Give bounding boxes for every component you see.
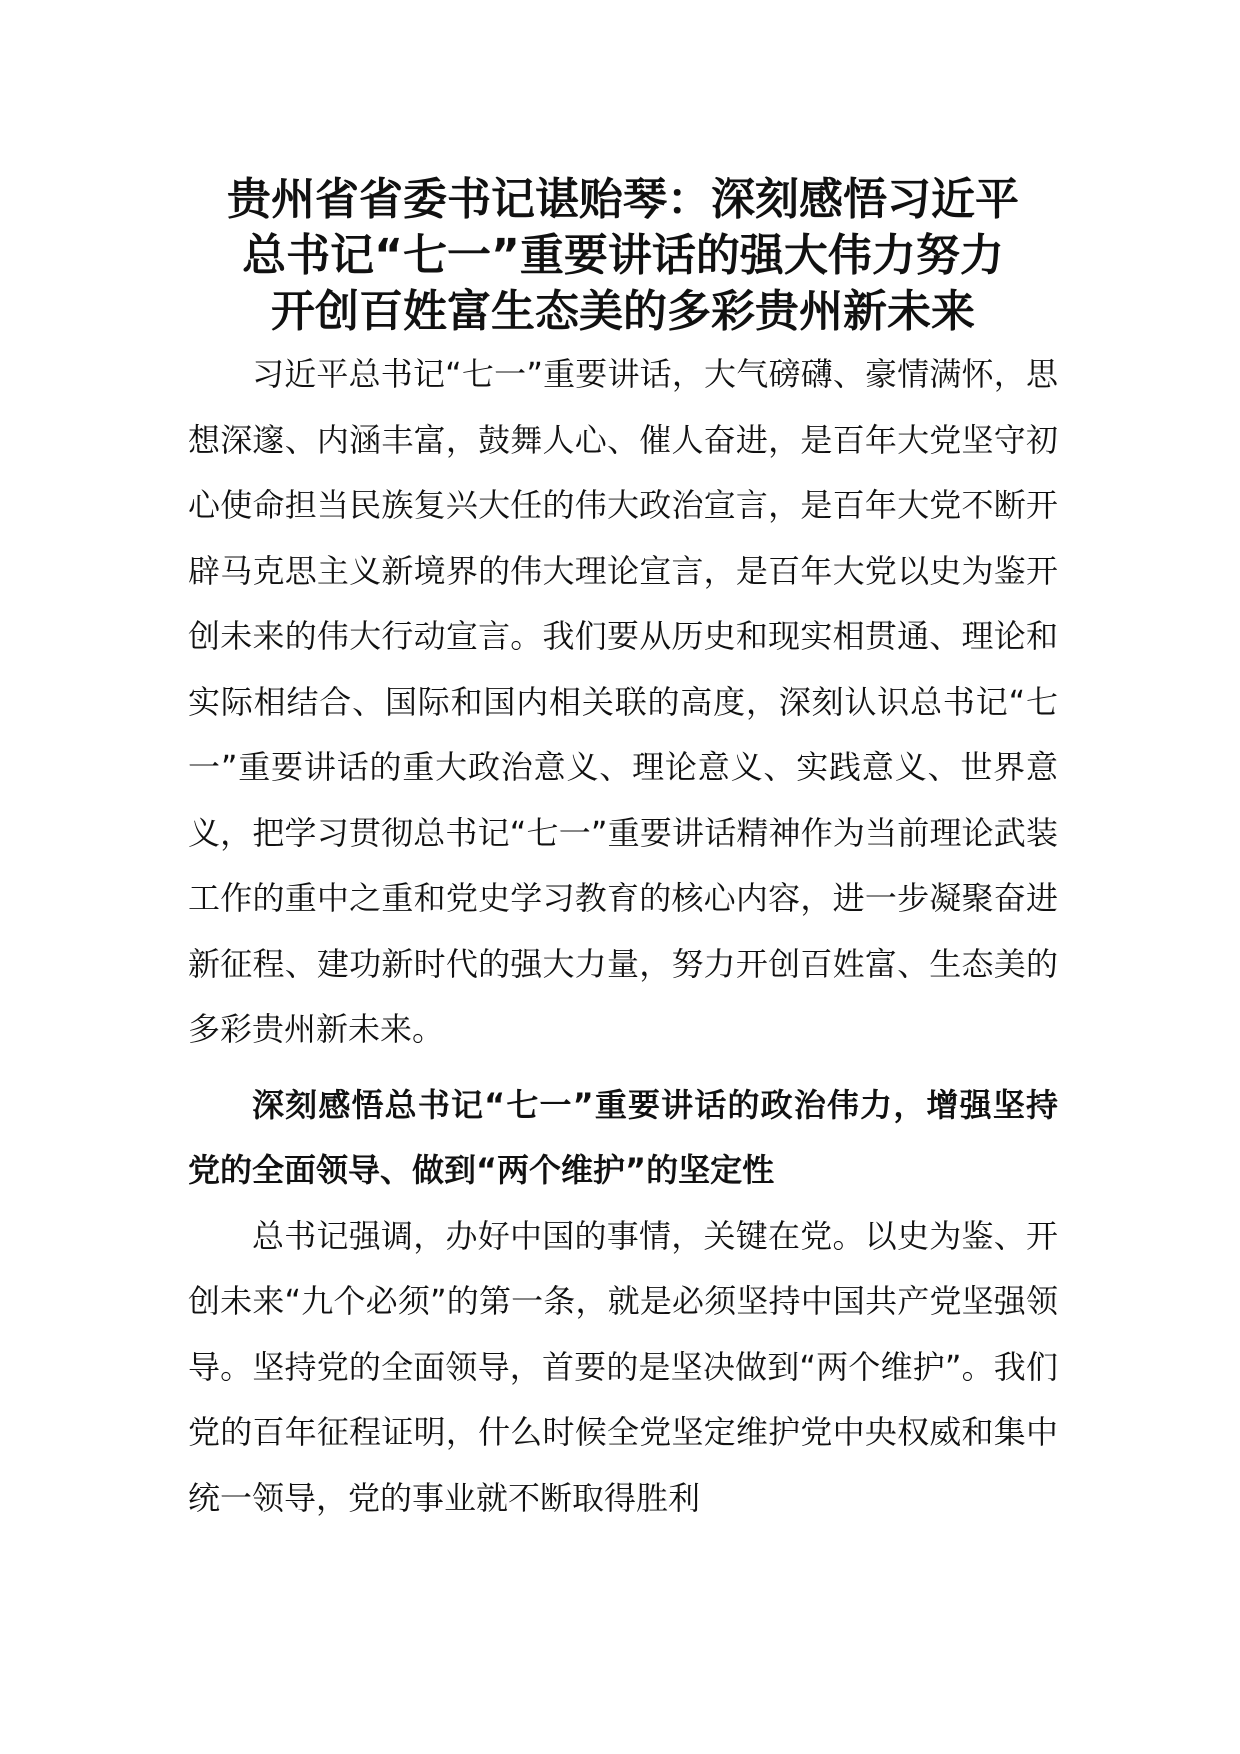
body-paragraph-1: 习近平总书记“七一”重要讲话，大气磅礴、豪情满怀，思想深邃、内涵丰富，鼓舞人心、催人奋进，是百年大党坚守初心使命担当民族复兴大任的伟大政治宣言，是百年大党不断开辟马克思主义新境界的伟大理论宣言，是百年大党以史为鉴开创未来的伟大行动宣言。我们要从历史和现实相贯通、理论和实际相结合、国际和国内相关联的高度，深刻认识总书记“七一”重要讲话的重大政治意义、理论意义、实践意义、世界意义，把学习贯彻总书记“七一”重要讲话精神作为当前理论武装工作的重中之重和党史学习教育的核心内容，进一步凝聚奋进新征程、建功新时代的强大力量，努力开创百姓富、生态美的多彩贵州新未来。 (188, 355, 1058, 1048)
title-line-2: 总书记“七一”重要讲话的强大伟力努力 (242, 230, 1004, 281)
section-heading-1: 深刻感悟总书记“七一”重要讲话的政治伟力，增强坚持党的全面领导、做到“两个维护”的坚定性 (188, 1085, 1058, 1189)
document-title (188, 172, 1058, 340)
title-line-3: 开创百姓富生态美的多彩贵州新未来 (271, 286, 975, 337)
title-line-1: 贵州省省委书记谌贻琴：深刻感悟习近平 (227, 174, 1019, 225)
body-paragraph-2: 总书记强调，办好中国的事情，关键在党。以史为鉴、开创未来“九个必须”的第一条，就是必须坚持中国共产党坚强领导。坚持党的全面领导，首要的是坚决做到“两个维护”。我们党的百年征程证明，什么时候全党坚定维护党中央权威和集中统一领导，党的事业就不断取得胜利 (188, 1216, 1058, 1517)
document-page (188, 172, 1058, 1531)
